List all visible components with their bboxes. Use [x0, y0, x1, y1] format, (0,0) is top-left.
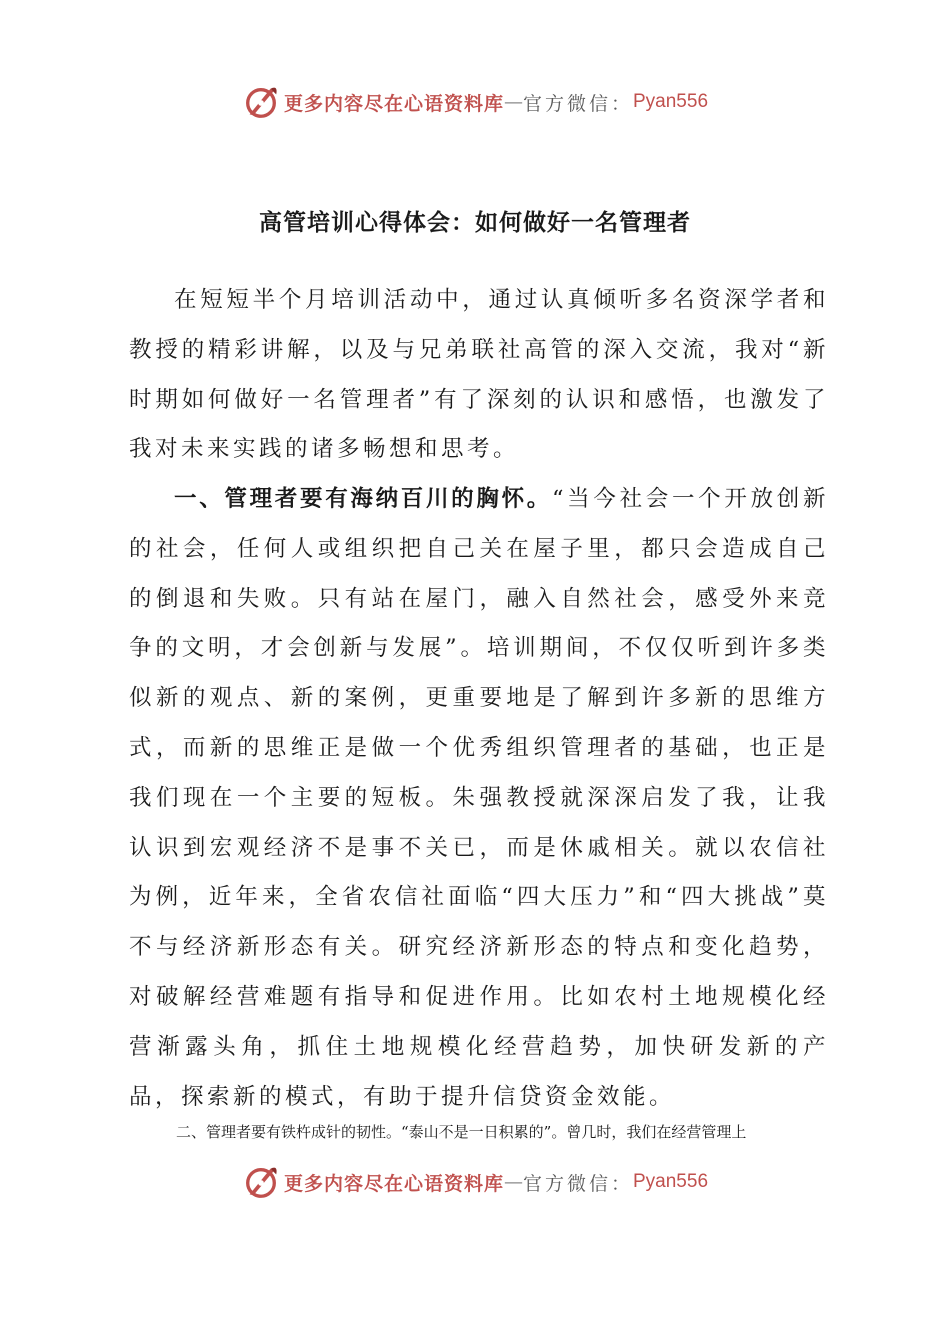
section-1-body: “当今社会一个开放创新的社会，任何人或组织把自己关在屋子里，都只会造成自己的倒退和失败。只有站在屋门，融入自然社会，感受外来竞争的文明，才会创新与发展”。培训期间，不仅仅听到许多类似新的观点、新的案例，更重要地是了解到许多新的思维方式，而新的思维正是做一个优秀组织管理者的基础，也正是我们现在一个主要的短板。朱强教授就深深启发了我，让我认识到宏观经济不是事不关已，而是休戚相关。就以农信社为例，近年来，全省农信社面临“四大压力”和“四大挑战”莫不与经济新形态有关。研究经济新形态的特点和变化趋势，对破解经营难题有指导和促进作用。比如农村土地规模化经营渐露头角，抓住土地规模化经营趋势，加快研发新的产品，探索新的模式，有助于提升信贷资金效能。: [129, 486, 829, 1110]
section-1-heading: 一、管理者要有海纳百川的胸怀。: [174, 486, 552, 512]
intro-paragraph: 在短短半个月培训活动中，通过认真倾听多名资深学者和教授的精彩讲解，以及与兄弟联社高管的深入交流，我对“新时期如何做好一名管理者”有了深刻的认识和感悟，也激发了我对未来实践的诸多畅想和思考。: [129, 287, 829, 463]
document-title: 高管培训心得体会：如何做好一名管理者: [259, 209, 691, 236]
banner-brand-text: 更多内容尽在心语资料库: [283, 92, 504, 115]
banner-wechat-id: Pyan556: [633, 91, 709, 112]
header-banner: [0, 80, 950, 124]
section-2-line: 二、管理者要有铁杵成针的韧性。“泰山不是一日积累的”。曾几时，我们在经营管理上: [176, 1123, 747, 1141]
banner-dash: —: [503, 91, 523, 113]
banner-dash: —: [503, 1171, 523, 1193]
quill-circle-logo-icon: [242, 83, 280, 121]
banner-wechat-id: Pyan556: [633, 1171, 709, 1192]
banner-brand-text: 更多内容尽在心语资料库: [283, 1172, 504, 1195]
quill-circle-logo-icon: [242, 1163, 280, 1201]
footer-banner: [0, 1160, 950, 1204]
banner-wechat-label: 官方微信：: [522, 1172, 633, 1195]
banner-wechat-label: 官方微信：: [522, 92, 633, 115]
section-1-paragraph: [129, 475, 829, 1122]
